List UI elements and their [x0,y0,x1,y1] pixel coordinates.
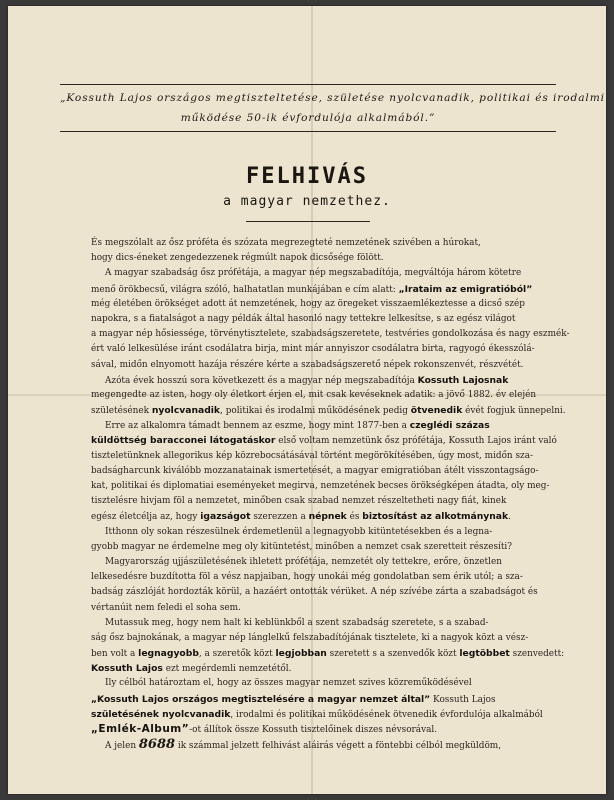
emphasis: Kossuth Lajos [91,663,163,675]
text-line: születésének nyolcvanadik, irodalmi és politikai működésének ötvenedik évfordulója alkalmából [91,708,543,720]
text-line: a magyar nép hősiessége, törvénytisztelete, szabadságszeretete, testvéries gondolkozása és nagy eszmék- [91,329,570,340]
album-title: „Emlék-Album” [91,723,190,735]
text-line: vértanúit nem feledi el soha sem. [91,602,241,613]
emphasis: nyolcvanadik [151,405,221,417]
emphasis: legnagyobb [138,648,199,660]
emphasis: népnek [308,511,347,523]
title-rule [246,221,370,222]
text-line: menő örökbecsű, világra szóló, halhatatlan munkájában e cím alatt: „Irataim az emigratióból” [91,283,533,295]
text-line: még életében örökséget adott át nemzetének, hogy az öregeket visszaemlékeztesse a dicső szép [91,298,525,309]
page-title: FELHIVÁS [246,164,368,189]
emphasis: biztosítást az alkotmánynak [362,511,509,523]
emphasis: „Irataim az emigratióból” [398,283,533,295]
text-line: És megszólalt az ősz próféta és szózata megrezegteté nemzetének szivében a húrokat, [91,238,481,248]
text-line: A magyar szabadság ősz prófétája, a magyar nép megszabadítója, megváltója három kötetre [105,268,522,279]
text-line: kat, politikai és diplomatiai eseményeket megirva, nemzetének becses örökségképen átadta, oly meg- [91,481,550,491]
page-subtitle: a magyar nemzethez. [223,194,391,209]
text-line: Mutassuk meg, hogy nem halt ki keblünkből a szent szabadság szeretete, s a szabad- [105,617,489,628]
text-line: küldöttség baracconei látogatáskor első voltam nemzetünk ősz prófétája, Kossuth Lajos iránt való [91,435,557,447]
text-line: ért való lelkesülése iránt csodálatra birja, mint már annyiszor csodálatra birta, ragyogó ékesszólá- [91,344,535,355]
text-line: ság ősz bajnokának, a magyar nép lánglelkű felszabadítójának tisztelete, ki a nagyok közt a vész- [91,632,529,643]
text-line: Magyarország ujjászületésének ihletett prófétája, nemzetét oly tettekre, erőre, önzetlen [105,556,502,567]
emphasis: czeglédi százas [409,420,490,432]
text-line: sával, midőn elnyomott hazája részére kérte a szabadságszerető népek rokonszenvét, részvétét. [91,359,524,370]
text-line: badság zászlóját hordozták körül, a hazáért ontották vérüket. A nép szívébe zárta a szabadságot és [91,587,538,598]
text-line: ben volt a legnagyobb, a szeretők közt legjobban szeretett s a szenvedők közt legtöbbet szenvedett: [91,648,565,660]
text-line: A jelen 8688 ik számmal jelzett felhivást aláirás végett a föntebbi célból megküldöm, [105,737,502,753]
header-line-1: „Kossuth Lajos országos megtiszteltetése, születése nyolcvanadik, politikai és irodalmi [60,92,605,104]
text-line: „Kossuth Lajos országos megtisztelésére a magyar nemzet által” Kossuth Lajos [91,693,496,705]
text-line: Itthonn oly sokan részesülnek érdemetlenül a legnagyobb kitüntetésekben és a legna- [105,526,493,537]
handwritten-number: 8688 [138,737,176,753]
emphasis: küldöttség baracconei látogatáskor [91,435,276,447]
text-line: Erre az alkalomra támadt bennem az eszme, hogy mint 1877-ben a czeglédi százas [105,420,490,432]
emphasis: ötvenedik [410,405,463,417]
emphasis: legjobban [275,648,327,660]
text-line: Azóta évek hosszú sora következett és a magyar nép megszabadítója Kossuth Lajosnak [105,374,509,386]
emphasis: Kossuth Lajosnak [417,374,509,386]
header-bottom-rule [60,131,556,132]
text-line: tisztelésre hivjam föl a nemzetet, minőben csak szabad nemzet részeltetheti nagy fiát, kinek [91,496,507,507]
text-line: születésének nyolcvanadik, politikai és irodalmi működésének pedig ötvenedik évét fogjuk ünnepelni. [91,405,566,417]
emphasis: „Kossuth Lajos országos megtisztelésére a magyar nemzet által” [91,693,431,705]
text-line: „Emlék-Album”-ot állítok össze Kossuth tisztelőinek diszes névsorával. [91,723,438,735]
text-line: tiszteletünknek allegorikus kép közrebocsátásával történt megörökítésében, úgy most, midőn sza- [91,450,533,461]
text-line: badságharcunk kiválóbb mozzanatainak ismertetését, a magyar emigratióban átélt visszontagságo- [91,465,539,476]
text-line: egész életcélja az, hogy igazságot szerezzen a népnek és biztosítást az alkotmánynak. [91,511,511,523]
text-line: gyobb magyar ne érdemelne meg oly kitüntetést, minőben a nemzet csak szeretteit részesíti? [91,541,513,552]
text-line: lelkesedésre buzdította föl a vész napjaiban, hogy unokái még gondolatban sem érik utól; a sza- [91,572,523,583]
body-text [91,236,570,753]
text-line: Kossuth Lajos ezt megérdemli nemzetétől. [91,663,292,675]
text-line: napokra, s a fiatalságot a nagy példák által hasonló nagy tettekre lelkesítse, s az egész világot [91,313,516,324]
header-motto [60,84,605,132]
document-page [8,6,606,794]
emphasis: igazságot [200,511,251,523]
emphasis: legtöbbet [459,648,510,660]
header-top-rule [60,84,556,85]
emphasis: születésének nyolcvanadik [91,708,231,720]
text-line: hogy dics-éneket zengedezzenek régmúlt napok dicsősége fölött. [91,253,384,264]
text-line: megengedte az isten, hogy oly életkort érjen el, mit csak kevéseknek adatik: a jövő 1882. év elején [91,389,537,400]
text-line: Ily célból határoztam el, hogy az összes magyar nemzet szives közreműködésével [105,678,472,689]
header-line-2: működése 50-ik évfordulója alkalmából.” [180,112,436,124]
